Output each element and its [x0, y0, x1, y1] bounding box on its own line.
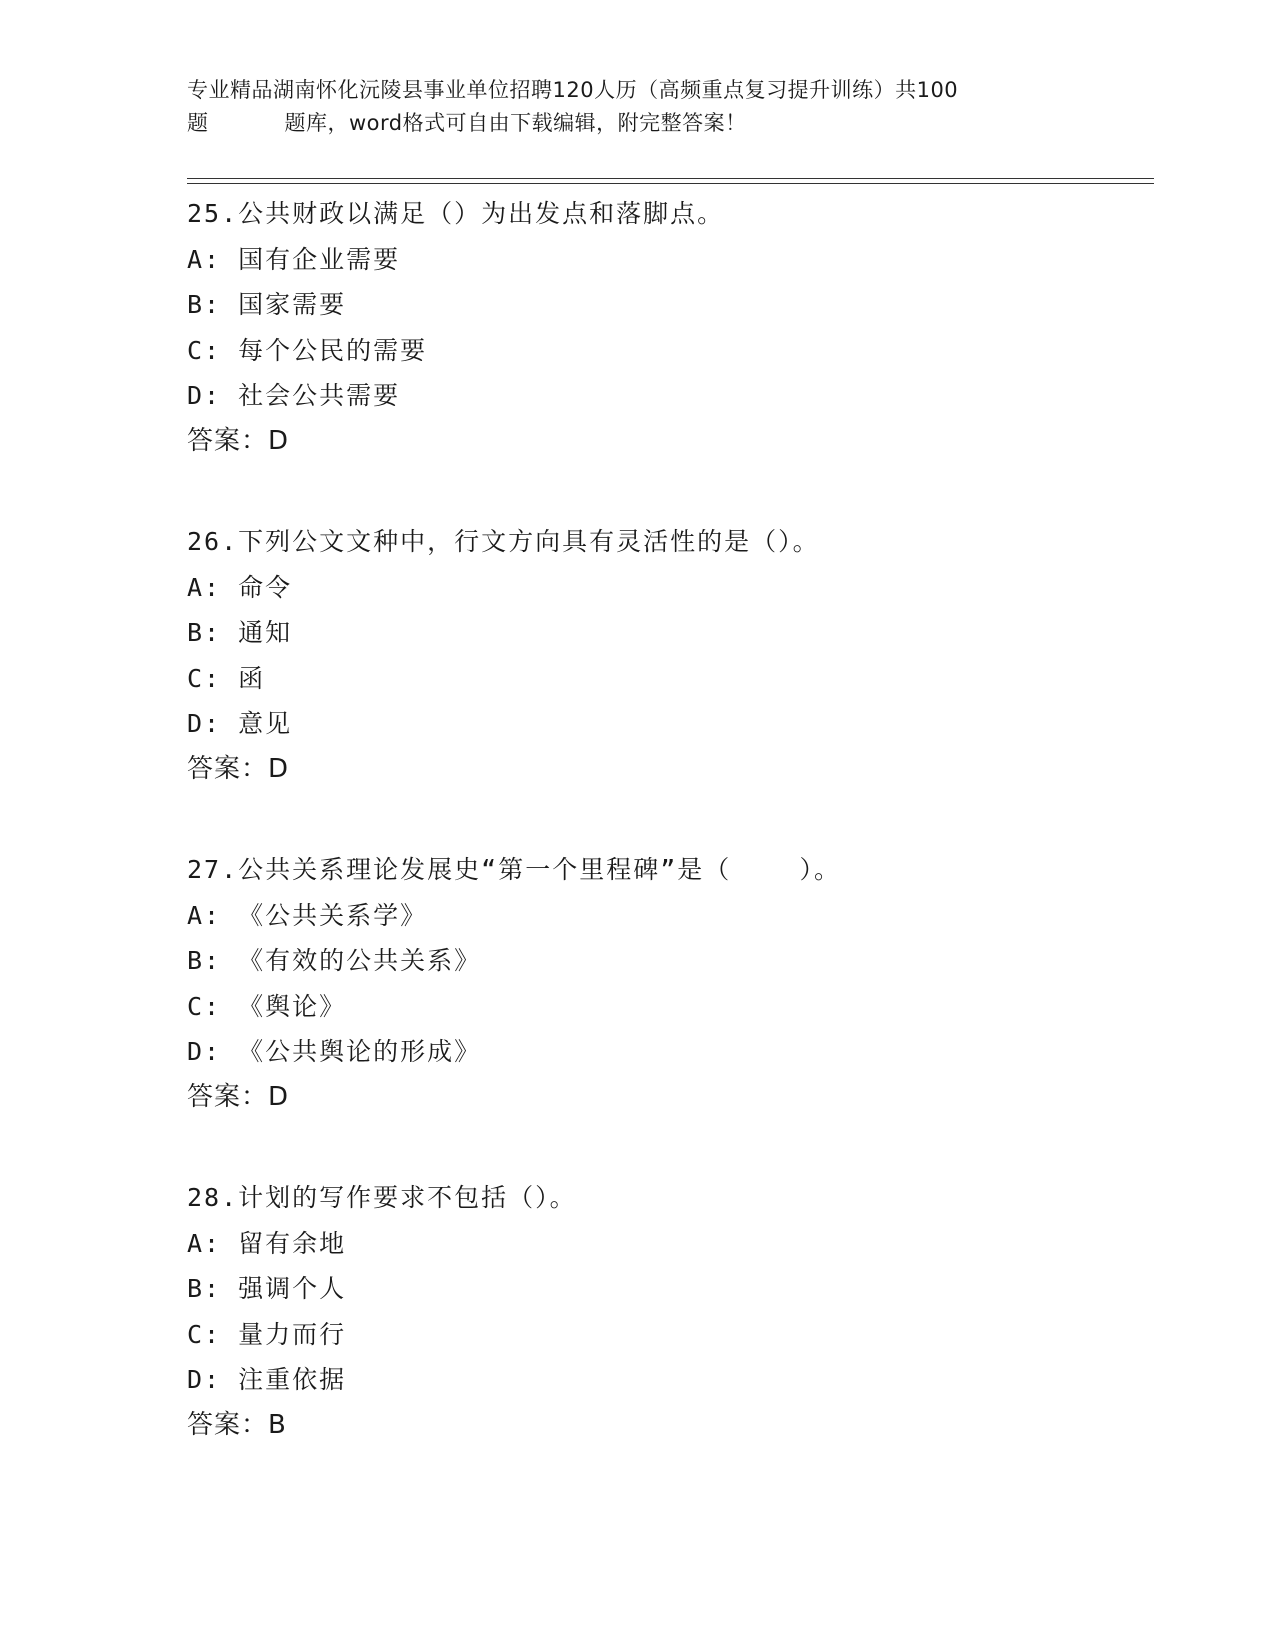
header-title-line-2 [187, 107, 1087, 140]
option-b: B: 《有效的公共关系》 [187, 946, 482, 975]
question-25 [187, 191, 1147, 464]
option-b: B: 国家需要 [187, 290, 347, 319]
question-list [187, 191, 1147, 1503]
answer-line: 答案：D [187, 1081, 290, 1112]
question-27 [187, 847, 1147, 1120]
option-c: C: 《舆论》 [187, 991, 347, 1021]
header-divider-top [187, 178, 1154, 179]
header-divider-bottom [187, 183, 1154, 184]
option-a: A: 《公共关系学》 [187, 900, 428, 930]
answer-line: 答案：D [187, 753, 290, 784]
option-b: B: 通知 [187, 618, 293, 647]
question-stem: 27.公共关系理论发展史“第一个里程碑”是（ ）。 [187, 855, 841, 884]
question-stem: 26.下列公文文种中，行文方向具有灵活性的是（）。 [187, 527, 820, 556]
question-26 [187, 519, 1147, 792]
option-d: D: 意见 [187, 709, 293, 738]
option-d: D: 注重依据 [187, 1365, 347, 1394]
option-d: D: 《公共舆论的形成》 [187, 1037, 482, 1066]
question-28 [187, 1175, 1147, 1448]
header-title-line-2-start: 题 [187, 111, 209, 135]
option-d: D: 社会公共需要 [187, 381, 401, 410]
option-a: A: 留有余地 [187, 1228, 347, 1258]
header-title-line-2-end: 题库，word格式可自由下载编辑，附完整答案！ [284, 111, 747, 135]
question-stem: 25.公共财政以满足（）为出发点和落脚点。 [187, 199, 725, 228]
answer-line: 答案：B [187, 1409, 287, 1440]
option-c: C: 量力而行 [187, 1319, 347, 1349]
option-a: A: 国有企业需要 [187, 244, 401, 274]
answer-line: 答案：D [187, 425, 290, 456]
option-a: A: 命令 [187, 572, 293, 602]
document-header [187, 74, 1087, 140]
option-c: C: 函 [187, 663, 266, 693]
option-b: B: 强调个人 [187, 1274, 347, 1303]
option-c: C: 每个公民的需要 [187, 335, 428, 365]
header-title-line-1: 专业精品湖南怀化沅陵县事业单位招聘120人历（高频重点复习提升训练）共100 [187, 78, 959, 102]
question-stem: 28.计划的写作要求不包括（）。 [187, 1183, 577, 1212]
